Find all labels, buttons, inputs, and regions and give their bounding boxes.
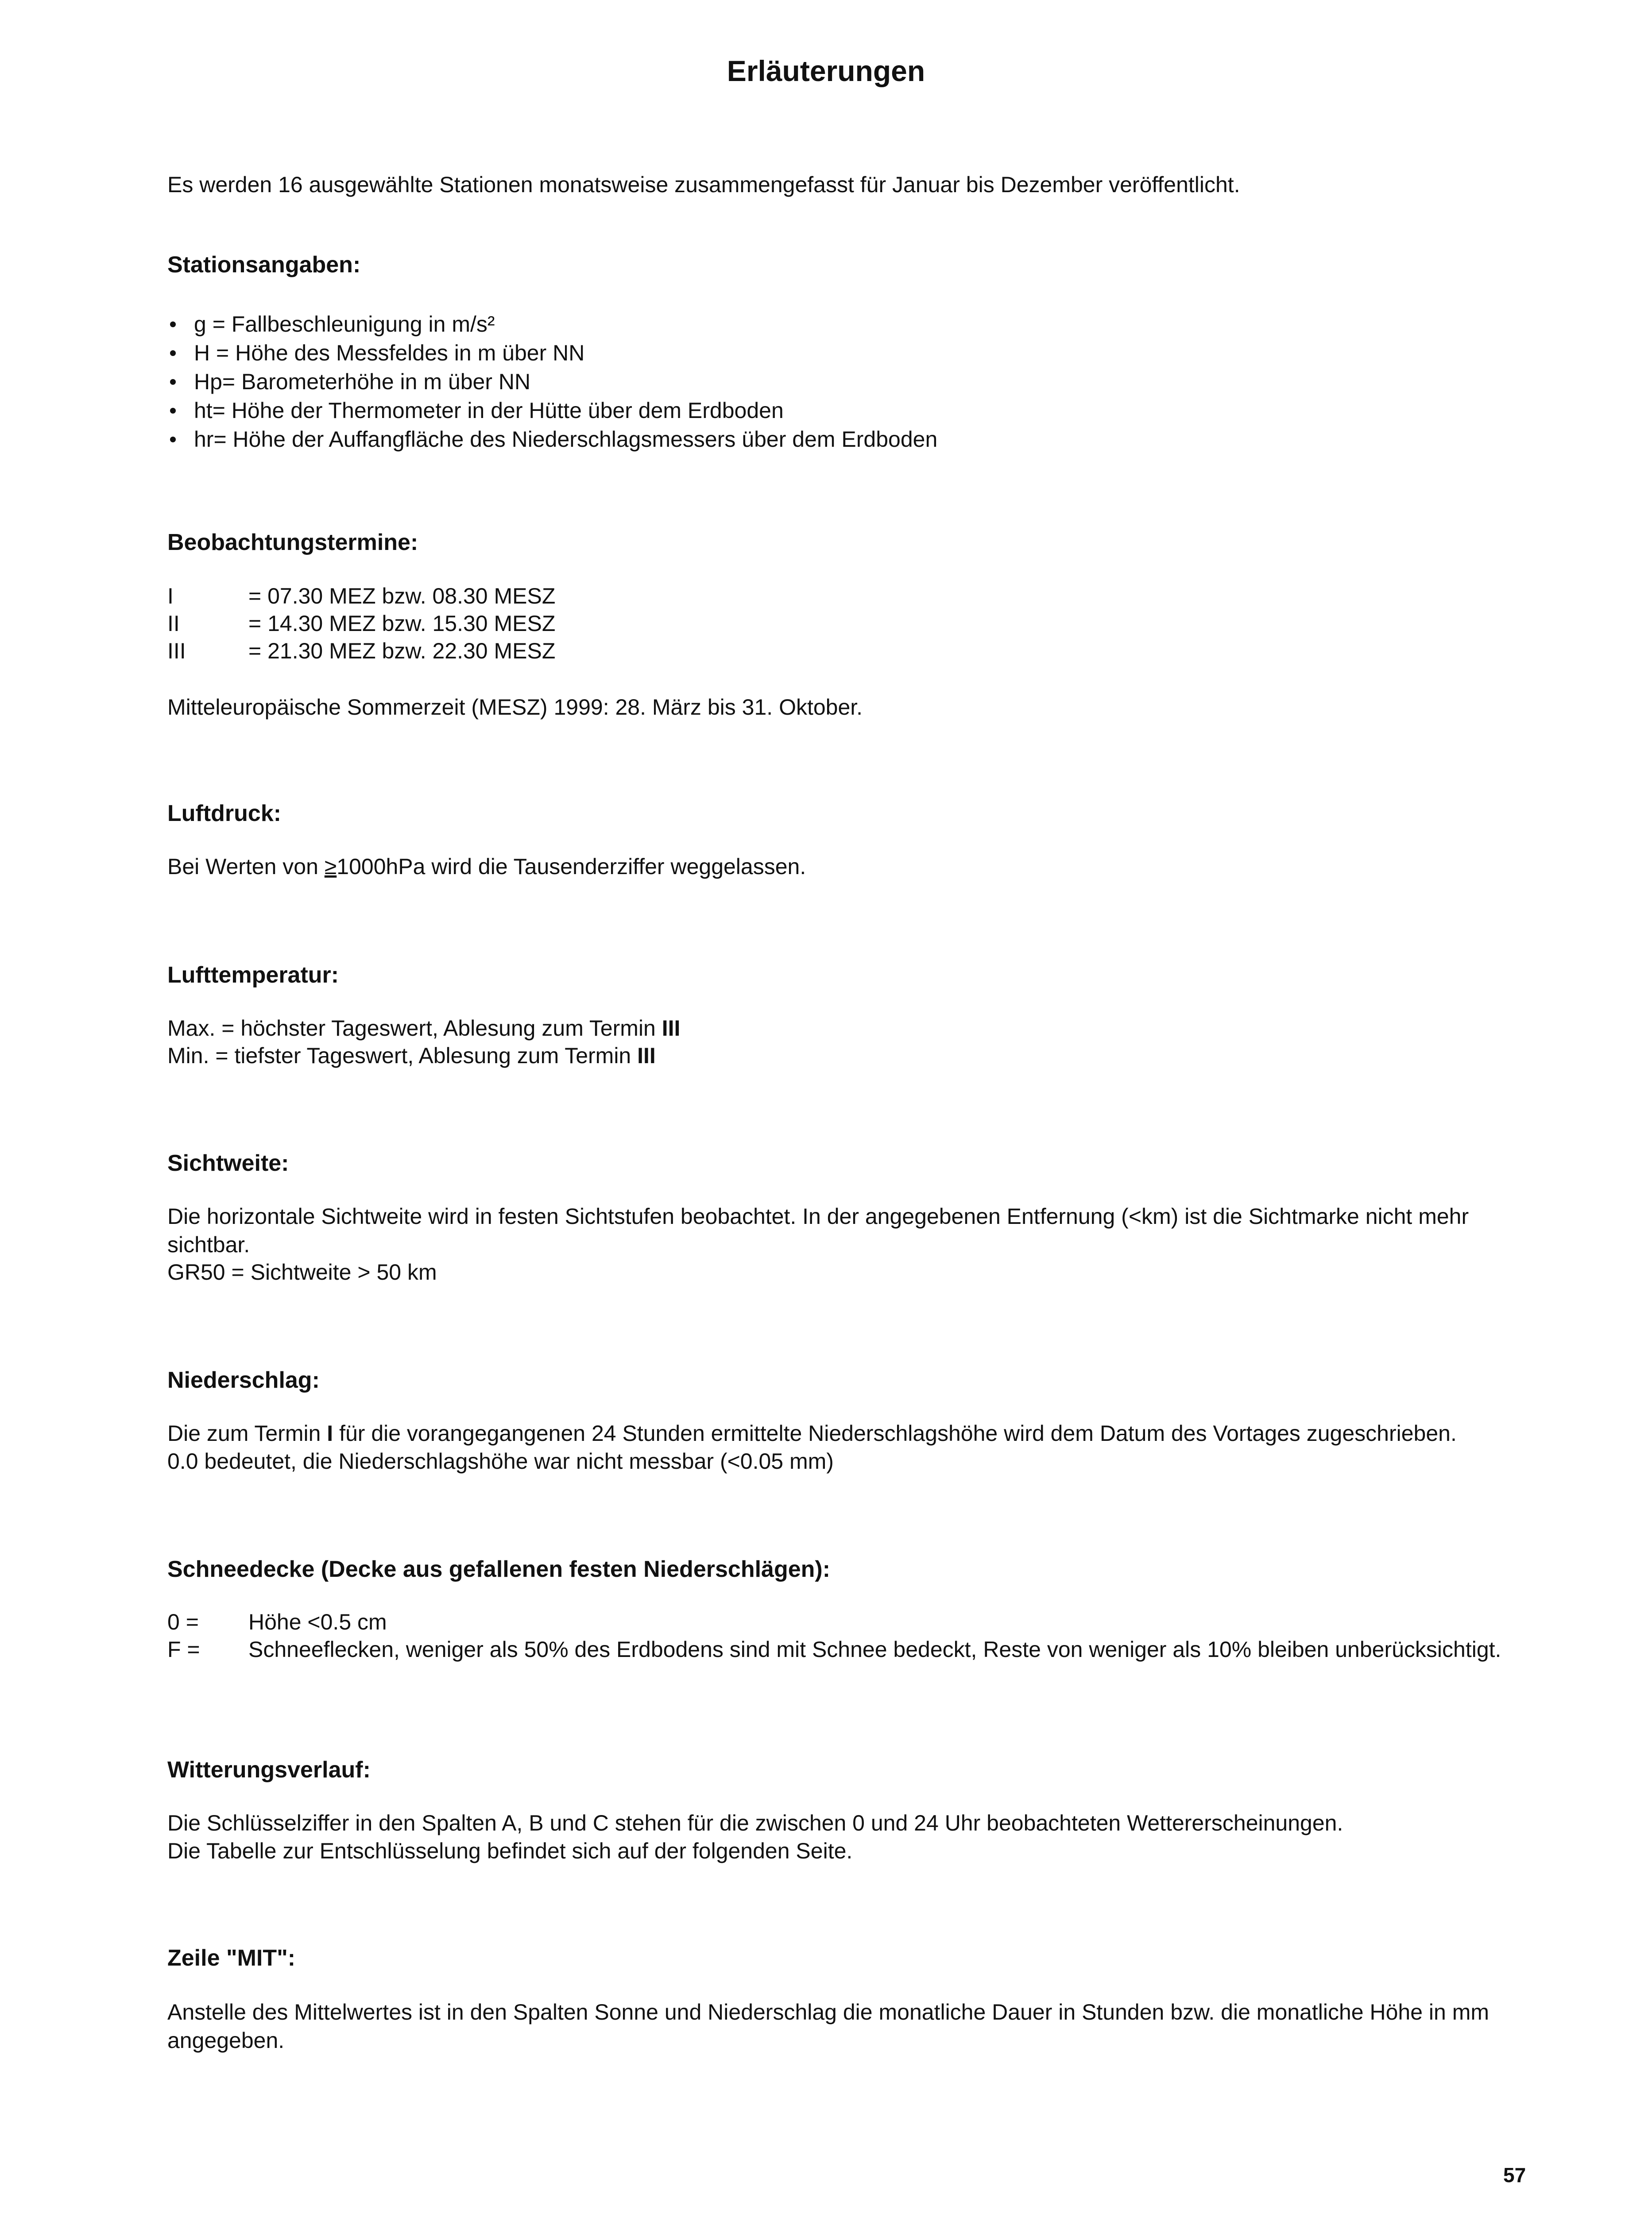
luftdruck-text-after: 1000hPa wird die Tausenderziffer weggelassen. bbox=[337, 854, 806, 879]
schneedecke-table bbox=[167, 1608, 1555, 1663]
list-item: g = Fallbeschleunigung in m/s² bbox=[167, 310, 937, 339]
stationsangaben-heading: Stationsangaben: bbox=[167, 252, 361, 278]
table-row bbox=[167, 582, 1555, 610]
table-row bbox=[167, 610, 1555, 637]
luftdruck-heading: Luftdruck: bbox=[167, 801, 282, 826]
page-title: Erläuterungen bbox=[727, 54, 925, 87]
niederschlag-line-1-after: für die vorangegangenen 24 Stunden ermittelte Niederschlagshöhe wird dem Datum des Vortages zugeschrieben. bbox=[333, 1421, 1457, 1446]
niederschlag-line-2: 0.0 bedeutet, die Niederschlagshöhe war nicht messbar (<0.05 mm) bbox=[167, 1449, 834, 1474]
termin-label: III bbox=[637, 1043, 656, 1068]
table-row bbox=[167, 1608, 1555, 1636]
lufttemperatur-heading: Lufttemperatur: bbox=[167, 962, 339, 988]
schneedecke-key: 0 = bbox=[167, 1610, 199, 1634]
witterungsverlauf-heading: Witterungsverlauf: bbox=[167, 1757, 371, 1783]
schneedecke-heading: Schneedecke (Decke aus gefallenen festen Niederschlägen): bbox=[167, 1556, 831, 1582]
min-text: Min. = tiefster Tageswert, Ablesung zum Termin bbox=[167, 1043, 638, 1068]
beobachtungstermine-heading: Beobachtungstermine: bbox=[167, 530, 418, 555]
termin-label: I bbox=[327, 1421, 333, 1446]
termin-value: = 21.30 MEZ bzw. 22.30 MESZ bbox=[248, 639, 556, 663]
table-row bbox=[167, 637, 1555, 665]
list-item: H = Höhe des Messfeldes in m über NN bbox=[167, 339, 937, 368]
termin-key: III bbox=[167, 639, 186, 663]
list-item: Hp= Barometerhöhe in m über NN bbox=[167, 368, 937, 396]
luftdruck-text-before: Bei Werten von bbox=[167, 854, 325, 879]
max-text: Max. = höchster Tageswert, Ablesung zum Termin bbox=[167, 1016, 662, 1041]
niederschlag-line-1 bbox=[167, 1419, 1457, 1448]
sichtweite-text: Die horizontale Sichtweite wird in festen Sichtstufen beobachtet. In der angegebenen Entfernung (<km) ist die Sichtmarke nicht mehr sichtbar. bbox=[167, 1204, 1469, 1257]
termin-key: I bbox=[167, 584, 174, 608]
termin-key: II bbox=[167, 611, 180, 636]
schneedecke-key: F = bbox=[167, 1637, 200, 1662]
witterungsverlauf-line-1: Die Schlüsselziffer in den Spalten A, B und C stehen für die zwischen 0 und 24 Uhr beobachteten Wettererscheinungen. bbox=[167, 1811, 1343, 1835]
witterungsverlauf-line-2: Die Tabelle zur Entschlüsselung befindet sich auf der folgenden Seite. bbox=[167, 1839, 853, 1863]
termin-value: = 14.30 MEZ bzw. 15.30 MESZ bbox=[248, 611, 556, 636]
schneedecke-value: Höhe <0.5 cm bbox=[248, 1610, 387, 1634]
min-definition bbox=[167, 1041, 656, 1070]
zeile-mit-text: Anstelle des Mittelwertes ist in den Spalten Sonne und Niederschlag die monatliche Dauer in Stunden bzw. die monatliche Höhe in mm angegeben. bbox=[167, 2000, 1490, 2053]
page-number: 57 bbox=[1503, 2164, 1526, 2187]
gr50-text: GR50 = Sichtweite > 50 km bbox=[167, 1260, 437, 1285]
sommerzeit-note: Mitteleuropäische Sommerzeit (MESZ) 1999: 28. März bis 31. Oktober. bbox=[167, 695, 863, 720]
intro-text: Es werden 16 ausgewählte Stationen monatsweise zusammengefasst für Januar bis Dezember veröffentlicht. bbox=[167, 172, 1240, 197]
beobachtungstermine-table bbox=[167, 582, 1555, 665]
list-item: hr= Höhe der Auffangfläche des Niederschlagsmessers über dem Erdboden bbox=[167, 425, 937, 454]
termin-label: III bbox=[662, 1016, 681, 1041]
sichtweite-heading: Sichtweite: bbox=[167, 1150, 289, 1176]
stationsangaben-list bbox=[167, 310, 937, 454]
luftdruck-text bbox=[167, 852, 806, 881]
niederschlag-line-1-before: Die zum Termin bbox=[167, 1421, 327, 1446]
list-item: ht= Höhe der Thermometer in der Hütte über dem Erdboden bbox=[167, 396, 937, 425]
zeile-mit-heading: Zeile "MIT": bbox=[167, 1945, 296, 1971]
max-definition bbox=[167, 1014, 680, 1042]
niederschlag-heading: Niederschlag: bbox=[167, 1367, 320, 1393]
termin-value: = 07.30 MEZ bzw. 08.30 MESZ bbox=[248, 584, 556, 608]
schneedecke-value: Schneeflecken, weniger als 50% des Erdbodens sind mit Schnee bedeckt, Reste von weniger als 10% bleiben unberücksichtigt. bbox=[248, 1637, 1501, 1662]
greater-equal-symbol: ≥ bbox=[324, 854, 337, 879]
table-row bbox=[167, 1636, 1555, 1663]
